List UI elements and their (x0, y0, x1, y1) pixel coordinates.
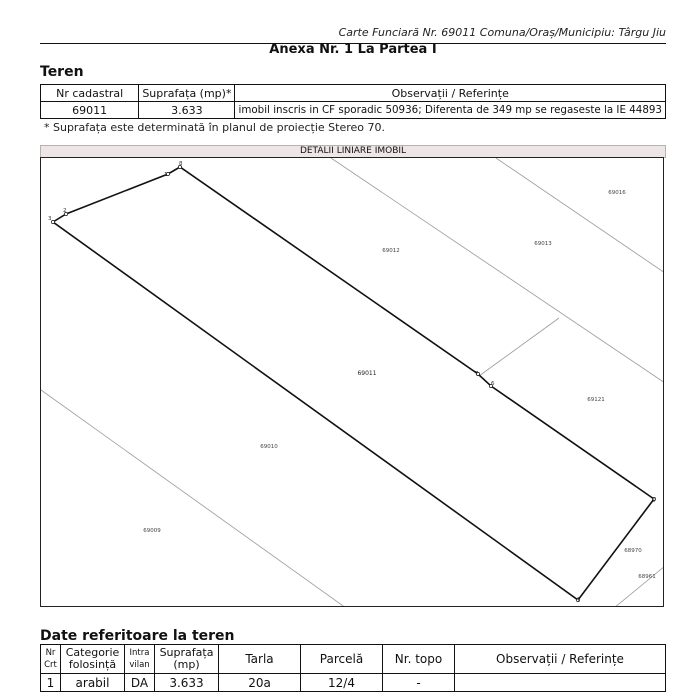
cell-nr-crt: 1 (41, 674, 61, 692)
cell-categorie: arabil (61, 674, 125, 692)
parcel-label-69012: 69012 (382, 248, 400, 254)
col-tarla: Tarla (219, 645, 301, 674)
vertex-label: 5 (652, 498, 656, 504)
cell-suprafata: 3.633 (155, 674, 219, 692)
cell-observatii: imobil inscris in CF sporadic 50936; Diferenta de 349 mp se regaseste la IE 44893 (235, 102, 666, 119)
cell-nr-cadastral: 69011 (41, 102, 139, 119)
parcel-label-69013: 69013 (534, 241, 552, 247)
cf-header-reference: Carte Funciară Nr. 69011 Comuna/Oraș/Municipiu: Târgu Jiu (338, 26, 666, 39)
table-row (41, 102, 666, 119)
vertex-label: 3 (48, 216, 52, 222)
date-teren-table (40, 644, 666, 692)
cadastral-plan (40, 157, 664, 607)
col-categorie-line2: folosință (68, 658, 117, 671)
plan-title-bar: DETALII LINIARE IMOBIL (40, 145, 666, 158)
col-intravilan-line2: vilan (129, 660, 150, 670)
parcel-label-69010: 69010 (260, 444, 278, 450)
col-nr-crt-line2: Crt (44, 660, 57, 670)
vertex-marker (51, 220, 54, 223)
date-teren-heading: Date referitoare la teren (40, 628, 235, 644)
parcel-label-69011: 69011 (357, 370, 377, 377)
parcel-label-69009: 69009 (143, 528, 161, 534)
col-nr-crt-line1: Nr (45, 648, 56, 658)
teren-table (40, 84, 666, 119)
cell-intravilan: DA (125, 674, 155, 692)
vertex-label: 8 (179, 161, 183, 167)
col-nr-crt (41, 645, 61, 674)
parcel-label-68970: 68970 (624, 548, 642, 554)
col-categorie (61, 645, 125, 674)
table-row (41, 674, 666, 692)
vertex-label: 1 (164, 172, 168, 178)
col-nr-cadastral: Nr cadastral (41, 85, 139, 102)
date-teren-header (41, 645, 666, 674)
cell-tarla: 20a (219, 674, 301, 692)
col-suprafata-line2: (mp) (173, 658, 200, 671)
col-nr-topo: Nr. topo (383, 645, 455, 674)
col-observatii: Observații / Referințe (235, 85, 666, 102)
projection-note: * Suprafața este determinată în planul de proiecție Stereo 70. (44, 121, 386, 134)
col-parcela: Parcelă (301, 645, 383, 674)
parcel-label-69016: 69016 (608, 190, 626, 196)
col-categorie-line1: Categorie (65, 646, 120, 659)
cell-parcela: 12/4 (301, 674, 383, 692)
col-suprafata (155, 645, 219, 674)
vertex-markers (51, 165, 655, 601)
col-intravilan (125, 645, 155, 674)
vertex-label: 4 (576, 597, 580, 603)
boundary-69013-69016 (496, 158, 664, 273)
cell-suprafata: 3.633 (139, 102, 235, 119)
cell-nr-topo: - (383, 674, 455, 692)
plan-drawing (41, 158, 664, 607)
parcel-69011-outline (53, 167, 654, 600)
col-intravilan-line1: Intra (129, 648, 150, 658)
teren-table-header (41, 85, 666, 102)
col-suprafata: Suprafața (mp)* (139, 85, 235, 102)
parcel-label-68961: 68961 (638, 574, 656, 580)
col-observatii: Observații / Referințe (455, 645, 666, 674)
teren-heading: Teren (40, 64, 84, 80)
annex-title: Anexa Nr. 1 La Partea I (269, 42, 437, 57)
vertex-label: 2 (63, 208, 67, 214)
neighbour-boundaries (41, 158, 664, 607)
vertex-label: 7 (475, 371, 479, 377)
col-suprafata-line1: Suprafața (159, 646, 214, 659)
boundary-68970-68961 (614, 566, 664, 607)
boundary-69013-69121 (479, 318, 559, 376)
cell-observatii (455, 674, 666, 692)
boundary-69010-69009 (41, 390, 346, 607)
vertex-label: 6 (491, 381, 495, 387)
parcel-label-69121: 69121 (587, 397, 605, 403)
